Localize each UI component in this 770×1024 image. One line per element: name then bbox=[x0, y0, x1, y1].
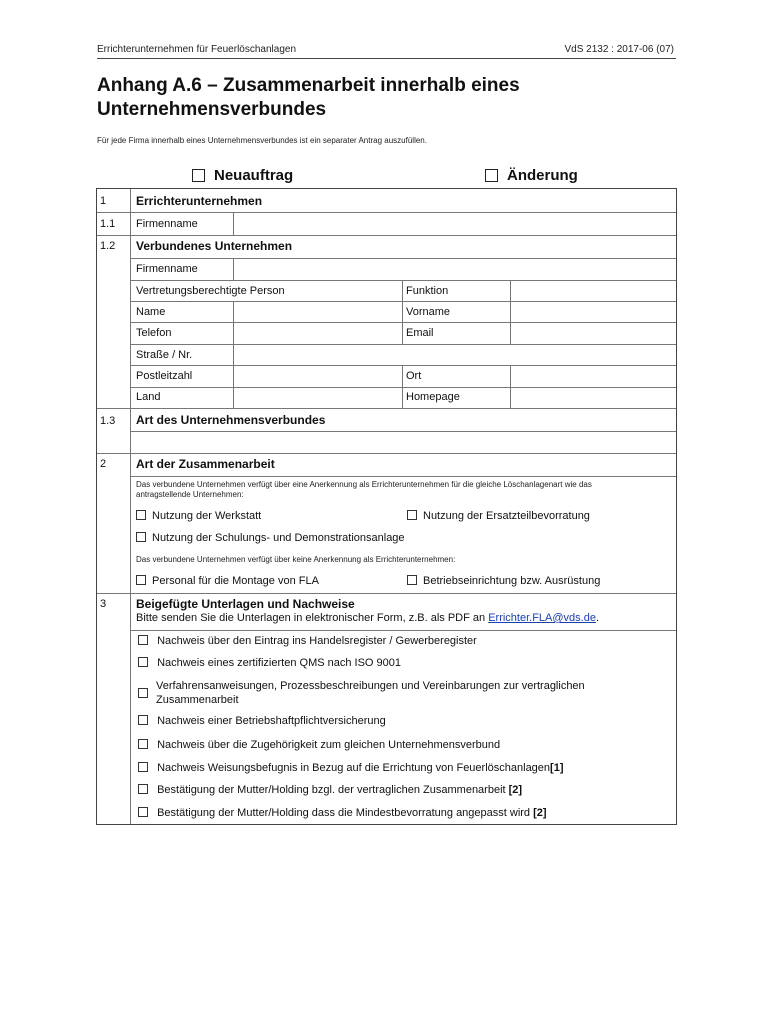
label-email: Email bbox=[406, 327, 434, 339]
checkbox-doc-6[interactable] bbox=[138, 762, 148, 772]
option-werkstatt[interactable] bbox=[136, 510, 261, 522]
note-1-line-2: antragstellende Unternehmen: bbox=[136, 490, 244, 499]
doc-item-label-2: Zusammenarbeit bbox=[156, 694, 239, 706]
option-schulung-label: Nutzung der Schulungs- und Demonstrationsanlage bbox=[152, 532, 405, 544]
option-neuauftrag-label: Neuauftrag bbox=[214, 167, 294, 184]
section-1-3-title: Art des Unternehmensverbundes bbox=[136, 413, 326, 427]
doc-item-label: Bestätigung der Mutter/Holding bzgl. der vertraglichen Zusammenarbeit bbox=[157, 784, 509, 796]
option-aenderung-label: Änderung bbox=[507, 167, 578, 184]
option-schulung[interactable] bbox=[136, 532, 405, 544]
page-title bbox=[97, 74, 657, 122]
option-betrieb[interactable] bbox=[407, 575, 600, 587]
doc-item-label: Nachweis über den Eintrag ins Handelsregister / Gewerberegister bbox=[157, 635, 477, 647]
footnote-ref: [2] bbox=[508, 784, 523, 796]
option-ersatzteil-label: Nutzung der Ersatzteilbevorratung bbox=[423, 510, 590, 522]
option-personal-label: Personal für die Montage von FLA bbox=[152, 575, 319, 587]
label-funktion: Funktion bbox=[406, 285, 449, 297]
label-strasse: Straße / Nr. bbox=[136, 349, 193, 361]
number-column-divider bbox=[130, 189, 131, 824]
input-verbundart[interactable] bbox=[131, 432, 676, 453]
input-strasse[interactable] bbox=[234, 345, 676, 365]
header-left: Errichterunternehmen für Feuerlöschanlagen bbox=[97, 44, 296, 55]
doc-item-label: Nachweis eines zertifizierten QMS nach ISO 9001 bbox=[157, 657, 402, 669]
input-plz[interactable] bbox=[234, 366, 402, 387]
input-firmenname-errichter[interactable] bbox=[234, 213, 676, 235]
label-vertreter: Vertretungsberechtigte Person bbox=[136, 285, 285, 297]
section-2-note-1 bbox=[136, 480, 592, 500]
option-werkstatt-label: Nutzung der Werkstatt bbox=[152, 510, 262, 522]
label-land: Land bbox=[136, 391, 161, 403]
input-ort[interactable] bbox=[511, 366, 676, 387]
checkbox-doc-1[interactable] bbox=[138, 635, 148, 645]
option-neuauftrag[interactable] bbox=[192, 167, 293, 184]
doc-item[interactable] bbox=[138, 784, 522, 796]
section-1-1-number: 1.1 bbox=[100, 218, 116, 230]
row-line bbox=[97, 593, 676, 594]
input-email[interactable] bbox=[511, 323, 676, 344]
doc-item[interactable] bbox=[138, 739, 500, 751]
doc-item-label: Verfahrensanweisungen, Prozessbeschreibungen und Vereinbarungen zur vertraglichen bbox=[156, 680, 585, 692]
row-line bbox=[131, 476, 676, 477]
row-line bbox=[131, 630, 676, 631]
section-1-2-number: 1.2 bbox=[100, 240, 116, 252]
section-2-number: 2 bbox=[100, 458, 107, 470]
label-ort: Ort bbox=[406, 370, 422, 382]
footnote-ref: [1] bbox=[550, 762, 564, 774]
option-aenderung[interactable] bbox=[485, 167, 578, 184]
header-right: VdS 2132 : 2017-06 (07) bbox=[564, 44, 674, 55]
section-2-note-2: Das verbundene Unternehmen verfügt über keine Anerkennung als Errichterunternehmen: bbox=[136, 555, 456, 564]
section-2-title: Art der Zusammenarbeit bbox=[136, 457, 275, 471]
input-vorname[interactable] bbox=[511, 302, 676, 322]
checkbox-neuauftrag[interactable] bbox=[192, 169, 205, 182]
doc-item[interactable] bbox=[138, 680, 585, 707]
doc-item[interactable] bbox=[138, 762, 564, 774]
send-text: Bitte senden Sie die Unterlagen in elektronischer Form, z.B. als PDF an bbox=[136, 612, 486, 624]
title-line-2: Unternehmensverbundes bbox=[97, 99, 327, 120]
checkbox-doc-4[interactable] bbox=[138, 715, 148, 725]
checkbox-aenderung[interactable] bbox=[485, 169, 498, 182]
option-ersatzteil[interactable] bbox=[407, 510, 590, 522]
input-telefon[interactable] bbox=[234, 323, 402, 344]
section-1-title: Errichterunternehmen bbox=[136, 194, 263, 208]
doc-item[interactable] bbox=[138, 635, 477, 647]
row-line bbox=[97, 453, 676, 454]
checkbox-doc-7[interactable] bbox=[138, 784, 148, 794]
label-name: Name bbox=[136, 306, 166, 318]
label-vorname: Vorname bbox=[406, 306, 451, 318]
send-end: . bbox=[595, 612, 600, 624]
label-firmenname-1: Firmenname bbox=[136, 218, 198, 230]
label-plz: Postleitzahl bbox=[136, 370, 193, 382]
email-link[interactable]: Errichter.FLA@vds.de bbox=[488, 612, 596, 624]
note-1-line-1: Das verbundene Unternehmen verfügt über eine Anerkennung als Errichterunternehmen für die gleiche Löschanlagenart wie das bbox=[136, 480, 592, 489]
label-telefon: Telefon bbox=[136, 327, 172, 339]
checkbox-doc-8[interactable] bbox=[138, 807, 148, 817]
section-3-send-info bbox=[136, 612, 599, 624]
section-1-3-number: 1.3 bbox=[100, 415, 116, 427]
cell-divider bbox=[402, 301, 403, 344]
option-personal[interactable] bbox=[136, 575, 319, 587]
doc-item-label: Nachweis einer Betriebshaftpflichtversicherung bbox=[157, 715, 386, 727]
title-line-1: Anhang A.6 – Zusammenarbeit innerhalb eines bbox=[97, 75, 520, 96]
section-1-number: 1 bbox=[100, 195, 107, 207]
row-line bbox=[97, 235, 676, 236]
input-homepage[interactable] bbox=[511, 388, 676, 408]
checkbox-betrieb[interactable] bbox=[407, 575, 417, 585]
option-betrieb-label: Betriebseinrichtung bzw. Ausrüstung bbox=[423, 575, 601, 587]
doc-item-label: Bestätigung der Mutter/Holding dass die Mindestbevorratung angepasst wird bbox=[157, 807, 534, 819]
doc-item[interactable] bbox=[138, 715, 386, 727]
checkbox-personal[interactable] bbox=[136, 575, 146, 585]
cell-divider bbox=[402, 280, 403, 301]
doc-item-label-wrap bbox=[156, 679, 585, 707]
input-land[interactable] bbox=[234, 388, 402, 408]
section-3-number: 3 bbox=[100, 598, 107, 610]
input-name[interactable] bbox=[234, 302, 402, 322]
checkbox-doc-3[interactable] bbox=[138, 688, 148, 698]
checkbox-schulung[interactable] bbox=[136, 532, 146, 542]
input-funktion[interactable] bbox=[511, 281, 676, 301]
doc-item-label: Nachweis über die Zugehörigkeit zum gleichen Unternehmensverbund bbox=[157, 739, 501, 751]
checkbox-ersatzteil[interactable] bbox=[407, 510, 417, 520]
doc-item[interactable] bbox=[138, 807, 547, 819]
row-line bbox=[97, 408, 676, 409]
checkbox-werkstatt[interactable] bbox=[136, 510, 146, 520]
checkbox-doc-5[interactable] bbox=[138, 739, 148, 749]
intro-text: Für jede Firma innerhalb eines Unternehmensverbundes ist ein separater Antrag auszufüllen. bbox=[97, 136, 427, 145]
checkbox-doc-2[interactable] bbox=[138, 657, 148, 667]
label-firmenname-2: Firmenname bbox=[136, 263, 198, 275]
page-header bbox=[97, 42, 676, 59]
doc-item-label: Nachweis Weisungsbefugnis in Bezug auf die Errichtung von Feuerlöschanlagen bbox=[157, 762, 551, 774]
label-homepage: Homepage bbox=[406, 391, 460, 403]
doc-item[interactable] bbox=[138, 657, 401, 669]
section-1-2-title: Verbundenes Unternehmen bbox=[136, 239, 293, 253]
section-3-title: Beigefügte Unterlagen und Nachweise bbox=[136, 597, 355, 611]
input-firmenname-verbund[interactable] bbox=[234, 259, 676, 280]
cell-divider bbox=[402, 365, 403, 408]
footnote-ref: [2] bbox=[533, 807, 547, 819]
